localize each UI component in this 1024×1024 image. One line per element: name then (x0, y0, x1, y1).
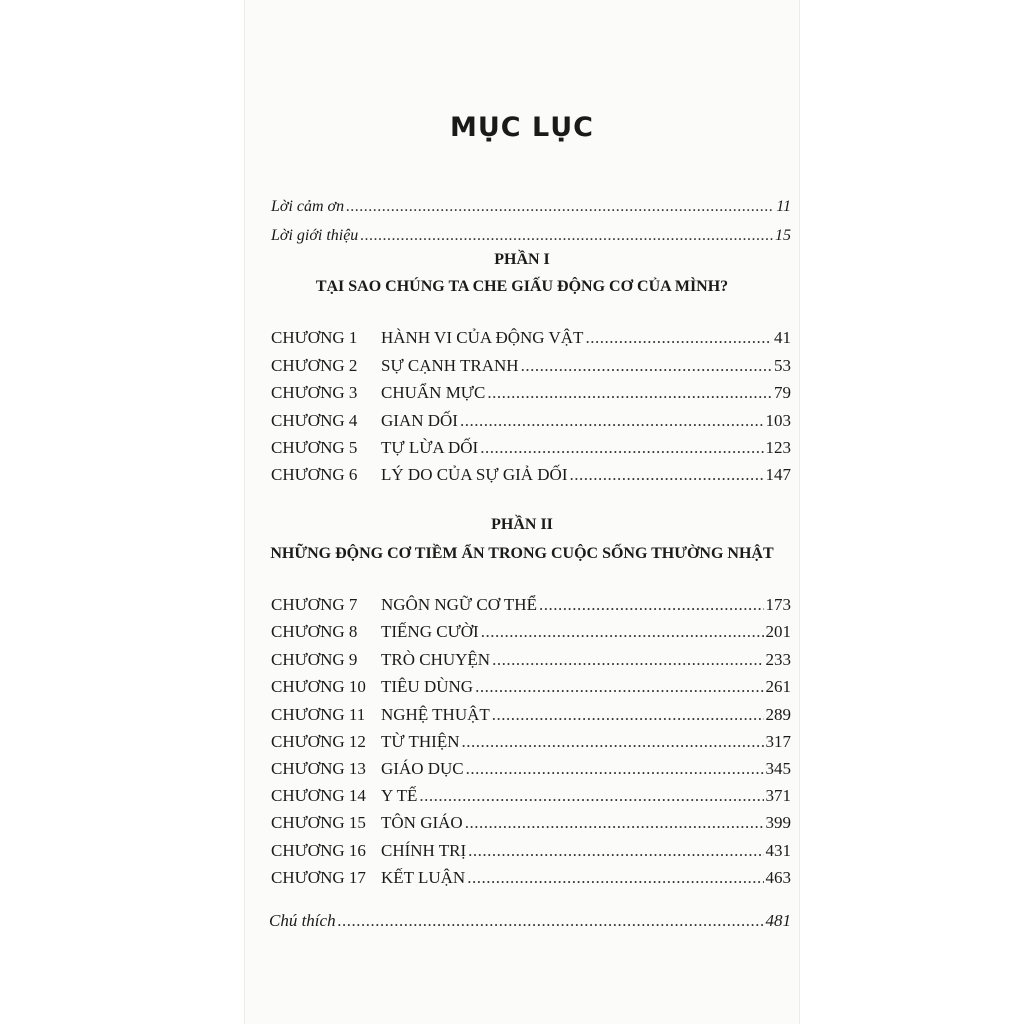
chapter-page: 123 (765, 438, 791, 457)
toc-chapter-10 (271, 677, 791, 697)
chapter-number: CHƯƠNG 11 (271, 705, 366, 724)
toc-chapter-8 (271, 622, 791, 642)
leader-dots (475, 677, 763, 697)
chapter-title: GIAN DỐI (381, 411, 458, 430)
chapter-number: CHƯƠNG 14 (271, 786, 366, 805)
leader-dots (419, 786, 763, 806)
toc-entry-page: 11 (776, 198, 791, 215)
chapter-page: 261 (765, 677, 791, 696)
chapter-page: 399 (765, 813, 791, 832)
chapter-number: CHƯƠNG 2 (271, 356, 358, 375)
chapter-number: CHƯƠNG 17 (271, 868, 366, 887)
toc-chapter-2 (271, 356, 791, 376)
toc-chapter-11 (271, 705, 791, 725)
leader-dots (487, 383, 772, 403)
chapter-page: 345 (765, 759, 791, 778)
chapter-title: TRÒ CHUYỆN (381, 650, 491, 669)
chapter-number: CHƯƠNG 7 (271, 595, 358, 614)
toc-entry-page: 15 (775, 227, 791, 244)
chapter-page: 103 (765, 411, 791, 430)
chapter-title: TIÊU DÙNG (381, 677, 474, 696)
chapter-number: CHƯƠNG 3 (271, 383, 358, 402)
chapter-number: CHƯƠNG 10 (271, 677, 366, 696)
chapter-title: HÀNH VI CỦA ĐỘNG VẬT (381, 328, 584, 347)
leader-dots (481, 622, 764, 642)
leader-dots (460, 411, 764, 431)
chapter-number: CHƯƠNG 16 (271, 841, 366, 860)
toc-chapter-1 (271, 328, 791, 348)
leader-dots (338, 911, 764, 931)
chapter-title: GIÁO DỤC (381, 759, 464, 778)
chapter-page: 463 (765, 868, 791, 887)
toc-chapter-5 (271, 438, 791, 458)
chapter-page: 201 (765, 622, 791, 641)
chapter-number: CHƯƠNG 5 (271, 438, 358, 457)
chapter-number: CHƯƠNG 4 (271, 411, 358, 430)
book-page (244, 0, 800, 1024)
chapter-number: CHƯƠNG 6 (271, 465, 358, 484)
toc-entry-notes (269, 911, 791, 931)
leader-dots (480, 438, 763, 458)
leader-dots (360, 227, 773, 245)
chapter-page: 431 (765, 841, 791, 860)
chapter-page: 317 (765, 732, 791, 751)
toc-chapter-16 (271, 841, 791, 861)
toc-entry-page: 481 (765, 911, 791, 930)
leader-dots (465, 813, 764, 833)
chapter-title: TỰ LỪA DỐI (381, 438, 479, 457)
chapter-title: TIẾNG CƯỜI (381, 622, 479, 641)
chapter-title: CHUẨN MỰC (381, 383, 486, 402)
leader-dots (346, 198, 774, 216)
toc-chapter-7 (271, 595, 791, 615)
chapter-page: 173 (765, 595, 791, 614)
toc-chapter-9 (271, 650, 791, 670)
chapter-title: NGHỆ THUẬT (381, 705, 490, 724)
leader-dots (466, 759, 764, 779)
part-1-subtitle: TẠI SAO CHÚNG TA CHE GIẤU ĐỘNG CƠ CỦA MÌNH? (315, 278, 729, 295)
toc-chapter-15 (271, 813, 791, 833)
toc-entry-label: Lời cảm ơn (271, 198, 345, 215)
toc-entry-introduction (271, 227, 791, 245)
leader-dots (492, 650, 763, 670)
chapter-page: 79 (774, 383, 791, 402)
toc-chapter-12 (271, 732, 791, 752)
chapter-number: CHƯƠNG 13 (271, 759, 366, 778)
leader-dots (521, 356, 772, 376)
toc-chapter-4 (271, 411, 791, 431)
chapter-title: KẾT LUẬN (381, 868, 466, 887)
toc-entry-label: Lời giới thiệu (271, 227, 359, 244)
chapter-page: 289 (765, 705, 791, 724)
leader-dots (539, 595, 764, 615)
chapter-page: 371 (765, 786, 791, 805)
toc-chapter-13 (271, 759, 791, 779)
chapter-page: 233 (765, 650, 791, 669)
chapter-title: TỪ THIỆN (381, 732, 460, 751)
chapter-number: CHƯƠNG 8 (271, 622, 358, 641)
leader-dots (462, 732, 764, 752)
leader-dots (467, 868, 763, 888)
chapter-title: TÔN GIÁO (381, 813, 463, 832)
page-title: MỤC LỤC (450, 112, 594, 143)
chapter-number: CHƯƠNG 12 (271, 732, 366, 751)
part-2-subtitle: NHỮNG ĐỘNG CƠ TIỀM ẨN TRONG CUỘC SỐNG THƯỜNG NHẬT (270, 545, 774, 562)
leader-dots (492, 705, 764, 725)
leader-dots (468, 841, 763, 861)
chapter-number: CHƯƠNG 1 (271, 328, 358, 347)
leader-dots (585, 328, 772, 348)
toc-chapter-3 (271, 383, 791, 403)
chapter-number: CHƯƠNG 9 (271, 650, 358, 669)
chapter-page: 41 (774, 328, 791, 347)
toc-chapter-14 (271, 786, 791, 806)
chapter-title: NGÔN NGỮ CƠ THỂ (381, 595, 537, 614)
toc-entry-label: Chú thích (269, 911, 336, 930)
chapter-page: 147 (765, 465, 791, 484)
part-1-label: PHẦN I (494, 251, 550, 268)
chapter-title: Y TẾ (381, 786, 418, 805)
chapter-title: SỰ CẠNH TRANH (381, 356, 519, 375)
leader-dots (570, 465, 764, 485)
toc-chapter-6 (271, 465, 791, 485)
chapter-title: LÝ DO CỦA SỰ GIẢ DỐI (381, 465, 568, 484)
part-2-label: PHẦN II (491, 516, 553, 533)
chapter-number: CHƯƠNG 15 (271, 813, 366, 832)
toc-chapter-17 (271, 868, 791, 888)
chapter-page: 53 (774, 356, 791, 375)
chapter-title: CHÍNH TRỊ (381, 841, 467, 860)
toc-entry-acknowledgements (271, 198, 791, 216)
